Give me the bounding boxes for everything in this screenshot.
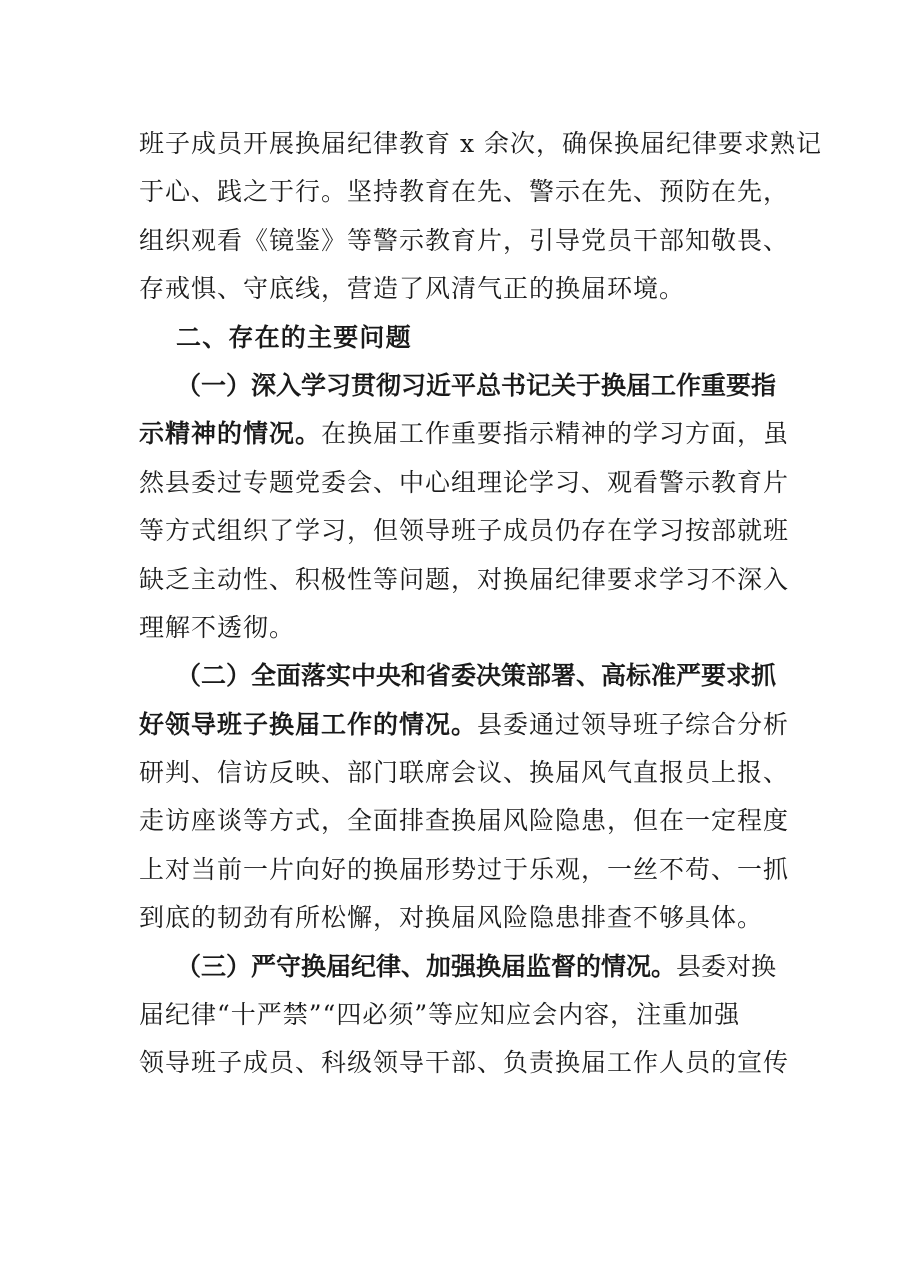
- item-heading-end: 好领导班子换届工作的情况。: [139, 709, 478, 739]
- item-text: 在换届工作重要指示精神的学习方面，虽: [321, 419, 790, 449]
- item-2-paragraph: [139, 652, 790, 942]
- item-heading-end: 示精神的情况。: [139, 419, 322, 449]
- text-line: [139, 943, 775, 991]
- text-line: 班子成员开展换届纪律教育 x 余次，确保换届纪律要求熟记: [139, 129, 822, 158]
- text-line: 缺乏主动性、积极性等问题，对换届纪律要求学习不深入: [139, 564, 790, 594]
- text-line: 于心、践之于行。坚持教育在先、警示在先、预防在先，: [139, 177, 790, 207]
- section-heading: 二、存在的主要问题: [176, 322, 412, 352]
- text-line: 然县委过专题党委会、中心组理论学习、观看警示教育片: [139, 467, 790, 497]
- text-line: 等方式组织了学习，但领导班子成员仍存在学习按部就班: [139, 516, 790, 546]
- text-line: 研判、信访反映、部门联席会议、换届风气直报员上报、: [139, 758, 790, 788]
- item-text: 县委通过领导班子综合分析: [477, 709, 790, 739]
- paragraph-continuation: [139, 120, 822, 314]
- text-line: 存戒惧、守底线，营造了风清气正的换届环境。: [139, 274, 686, 304]
- text-line: 组织观看《镜鉴》等警示教育片，引导党员干部知敬畏、: [139, 225, 790, 255]
- document-page: [139, 120, 822, 1088]
- text-line: 领导班子成员、科级领导干部、负责换届工作人员的宣传: [139, 1048, 790, 1078]
- text-line: [139, 410, 790, 458]
- text-line: [139, 701, 790, 749]
- text-line: 上对当前一片向好的换届形势过于乐观，一丝不苟、一抓: [139, 854, 790, 884]
- text-line: 届纪律“十严禁”“四必须”等应知应会内容，注重加强: [139, 1000, 741, 1030]
- item-1-paragraph: [139, 362, 790, 652]
- item-3-paragraph: [139, 943, 790, 1088]
- text-line: 走访座谈等方式，全面排查换届风险隐患，但在一定程度: [139, 806, 790, 836]
- item-heading: （二）全面落实中央和省委决策部署、高标准严要求抓: [176, 661, 777, 691]
- item-heading: （三）严守换届纪律、加强换届监督的情况。: [176, 951, 677, 981]
- text-line: 到底的韧劲有所松懈，对换届风险隐患排查不够具体。: [139, 903, 764, 933]
- item-heading: （一）深入学习贯彻习近平总书记关于换届工作重要指: [176, 370, 777, 400]
- item-text: 县委对换: [676, 951, 777, 981]
- text-line: 理解不透彻。: [139, 612, 296, 642]
